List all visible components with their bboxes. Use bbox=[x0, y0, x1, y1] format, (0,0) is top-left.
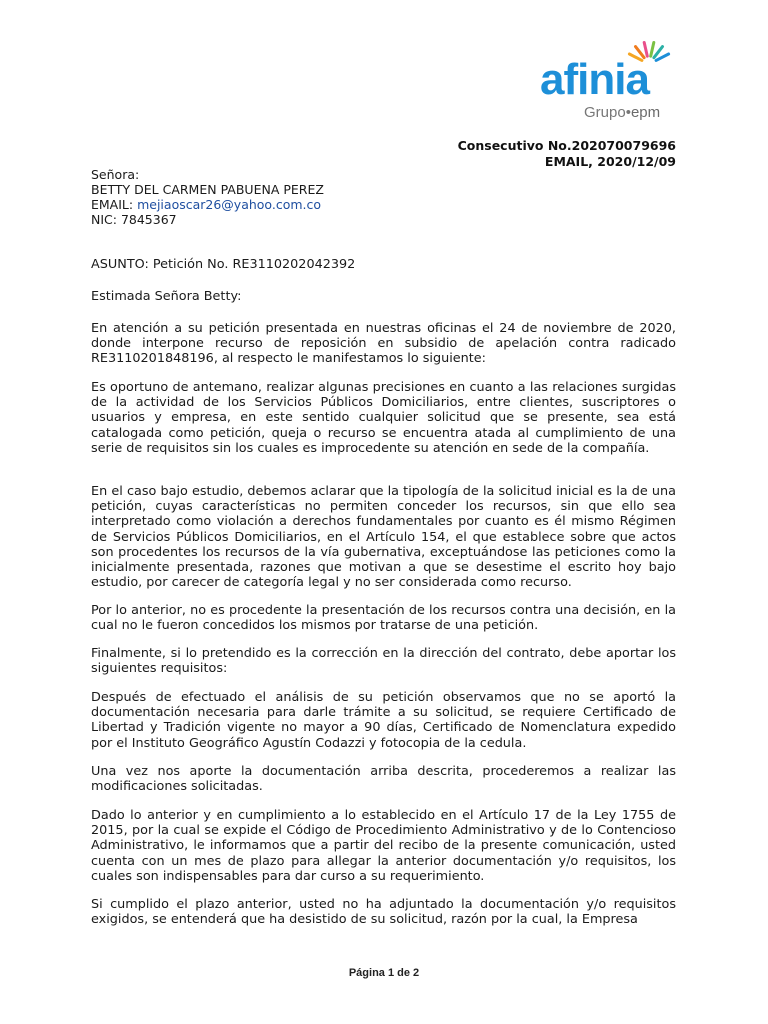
recipient-name: BETTY DEL CARMEN PABUENA PEREZ bbox=[91, 182, 324, 197]
paragraph-7 bbox=[91, 764, 676, 794]
paragraph-text: Por lo anterior, no es procedente la presentación de los recursos contra una decisión, en la cual no le fueron concedidos los mismos por tratarse de una petición. bbox=[91, 603, 676, 634]
logo-group-suffix: epm bbox=[630, 104, 661, 121]
recipient-nic: NIC: 7845367 bbox=[91, 212, 177, 227]
recipient-block bbox=[91, 167, 324, 227]
paragraph-5 bbox=[91, 646, 676, 676]
email-date: EMAIL, 2020/12/09 bbox=[544, 154, 676, 169]
logo-ray bbox=[651, 43, 654, 57]
logo-dot: • bbox=[625, 104, 631, 121]
paragraph-text: Una vez nos aporte la documentación arriba descrita, procederemos a realizar las modificaciones solicitadas. bbox=[91, 764, 676, 795]
afinia-logo bbox=[540, 40, 680, 122]
paragraph-text: Después de efectuado el análisis de su petición observamos que no se aportó la documentación necesaria para darle trámite a su solicitud, se requiere Certificado de Libertad y Tradición vigente no mayor a 90 días, Certificado de Nomenclatura expedido por el Instituto Geográfico Agustín Codazzi y fotocopia de la cedula. bbox=[91, 690, 676, 751]
consecutivo-number: Consecutivo No.202070079696 bbox=[457, 138, 676, 153]
recipient-salutation: Señora: bbox=[91, 167, 140, 182]
logo-ray bbox=[654, 47, 663, 58]
subject-line: ASUNTO: Petición No. RE3110202042392 bbox=[91, 257, 356, 272]
recipient-email-line bbox=[91, 197, 324, 212]
paragraph-text: Finalmente, si lo pretendido es la corrección en la dirección del contrato, debe aportar los siguientes requisitos: bbox=[91, 646, 676, 677]
paragraph-text: Es oportuno de antemano, realizar algunas precisiones en cuanto a las relaciones surgidas de la actividad de los Servicios Públicos Domiciliarios, entre clientes, suscriptores o usuarios y empresa, en este sentido cualquier solicitud que se presente, sea está catalogada como petición, queja o recurso se encuentra atada al cumplimiento de una serie de requisitos sin los cuales es improcedente su atención en sede de la compañía. bbox=[91, 380, 676, 456]
paragraph-text: En el caso bajo estudio, debemos aclarar que la tipología de la solicitud inicial es la de una petición, cuyas características no permiten conceder los recursos, sin que ello sea interpretado como violación a derechos fundamentales por cuanto es él mismo Régimen de Servicios Públicos Domiciliarios, en el Artículo 154, el que establece sobre que actos son procedentes los recursos de la vía gubernativa, exceptuándose las peticiones como la inicialmente presentada, razones que motivan a que se desestime el escrito hoy bajo estudio, por carecer de categoría legal y no ser considerada como recurso. bbox=[91, 484, 676, 591]
logo-group-label: Grupo bbox=[584, 104, 626, 121]
paragraph-6 bbox=[91, 690, 676, 751]
logo-brand-name: afinia bbox=[540, 55, 649, 104]
paragraph-1 bbox=[91, 321, 676, 367]
paragraph-9 bbox=[91, 897, 676, 927]
paragraph-text: Si cumplido el plazo anterior, usted no ha adjuntado la documentación y/o requisitos exigidos, se entenderá que ha desistido de su solicitud, razón por la cual, la Empresa bbox=[91, 897, 676, 928]
paragraph-8 bbox=[91, 808, 676, 884]
logo-ray bbox=[656, 54, 669, 60]
logo-group-name bbox=[584, 104, 660, 122]
greeting: Estimada Señora Betty: bbox=[91, 289, 242, 304]
paragraph-text: Dado lo anterior y en cumplimiento a lo establecido en el Artículo 17 de la Ley 1755 de 2015, por la cual se expide el Código de Procedimiento Administrativo y de lo Contencioso Administrativo, le informamos que a partir del recibo de la presente comunicación, usted cuenta con un mes de plazo para allegar la anterior documentación y/o requisitos, los cuales son indispensables para dar curso a su requerimiento. bbox=[91, 808, 676, 884]
paragraph-4 bbox=[91, 603, 676, 633]
paragraph-3 bbox=[91, 484, 676, 590]
page-number: Página 1 de 2 bbox=[348, 967, 420, 979]
recipient-email-label: EMAIL: bbox=[91, 197, 134, 212]
letter-reference bbox=[458, 138, 676, 170]
paragraph-text: En atención a su petición presentada en nuestras oficinas el 24 de noviembre de 2020, donde interpone recurso de reposición en subsidio de apelación contra radicado RE3110201848196, al respecto le manifestamos lo siguiente: bbox=[91, 321, 676, 367]
paragraph-2 bbox=[91, 380, 676, 456]
recipient-email-link[interactable]: mejiaoscar26@yahoo.com.co bbox=[137, 197, 322, 212]
